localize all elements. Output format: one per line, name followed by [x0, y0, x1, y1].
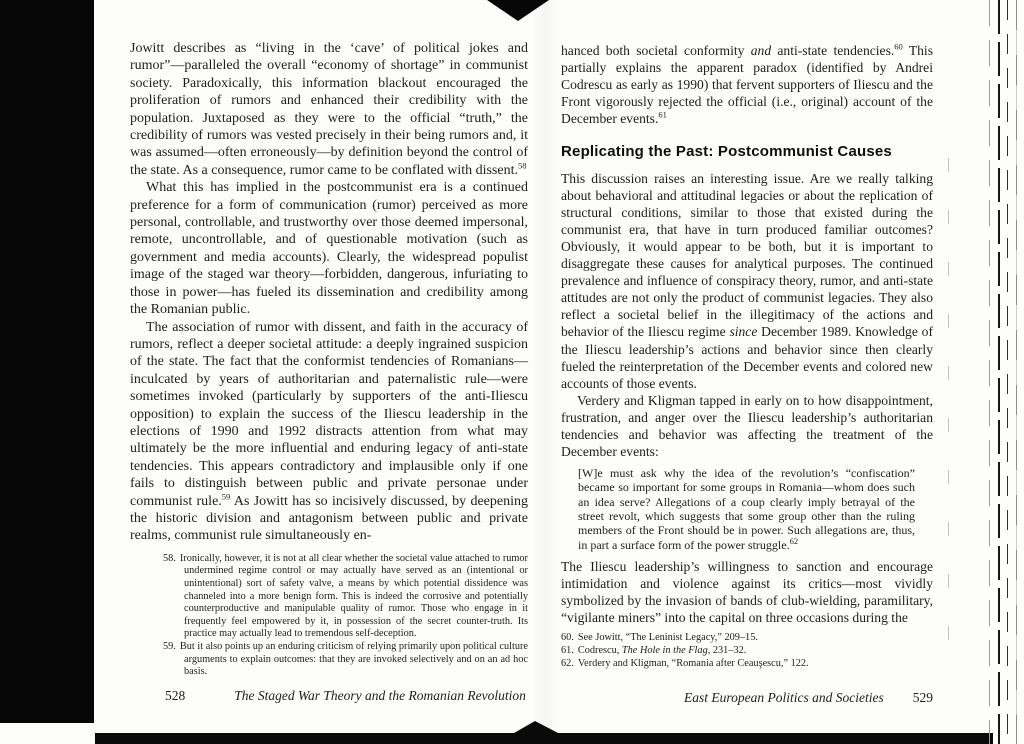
footnote	[561, 645, 933, 658]
footnote-text: But it also points up an enduring criticism of relying primarily upon political culture arguments to explain outcomes: that they are invoked selectively and on an ad hoc basis.	[179, 640, 528, 678]
block-quote: [W]e must ask why the idea of the revolution’s “confiscation” became so important for some groups in Romania—whom does such an idea serve? Allegations of a coup clearly imply betrayal of the street revolt, which suggests that some group other than the ruling members of the Front should be in power. Such allegations are, thus, in part a surface form of the power struggle.$^{62}$	[578, 466, 915, 552]
footnote-text: Codrescu, The Hole in the Flag, 231–32.	[577, 644, 747, 656]
footnote	[163, 553, 528, 641]
left-page	[130, 40, 528, 679]
left-page-footer	[165, 688, 526, 704]
body-paragraph: hanced both societal conformity and anti-state tendencies.$^{60}$ This partially explains the apparent paradox (identified by Andrei Codrescu as early as 1990) that fervent supporters of Iliescu and the Front vigorously rejected the official (i.e., original) account of the December events.$^{61}$	[561, 41, 933, 127]
section-heading: Replicating the Past: Postcommunist Causes	[561, 143, 892, 161]
footnote-number: 60.	[561, 632, 574, 644]
footnote-text: Verdery and Kligman, “Romania after Ceauşescu,” 122.	[577, 657, 809, 669]
footnote-block	[561, 632, 933, 670]
page-stack-edge-line	[1016, 0, 1017, 744]
page-stack-edge-line	[998, 0, 1000, 744]
footnote	[163, 641, 528, 679]
footnote-number: 58.	[163, 552, 176, 564]
footnote	[561, 632, 933, 645]
page-curvature-mark	[948, 120, 949, 640]
body-paragraph: Verdery and Kligman tapped in early on to how disappointment, frustration, and anger over the Iliescu leadership’s authoritarian tendencies and behavior was affecting the treatment of the December events:	[561, 392, 933, 460]
footnote-text: Ironically, however, it is not at all clear whether the societal value attached to rumor undermined regime control or may actually have served as an (intentional or unintentional) sort of safety valve, a means by which potential dissidence was channeled into a more benign form. This is indeed the corrosive and potentially counterproductive and manipulable quality of rumor. Those who engage in it frequently feel empowered by it, in possession of the secret counter-truth. Its practice may actually lead to tremendous self-deception.	[179, 552, 528, 640]
running-title: The Staged War Theory and the Romanian Revolution	[234, 688, 526, 703]
page-stack-edge-line	[1007, 0, 1008, 744]
footnote-text: See Jowitt, “The Leninist Legacy,” 209–15.	[577, 632, 758, 644]
footnote-number: 61.	[561, 644, 574, 656]
page-number: 528	[165, 688, 186, 703]
footnote-number: 62.	[561, 657, 574, 669]
footnote-number: 59.	[163, 640, 176, 652]
body-paragraph: The Iliescu leadership’s willingness to sanction and encourage intimidation and violence against its critics—most vividly symbolized by the invasion of bands of club-wielding, paramilitary, “vigilante miners” into the capital on three occasions during the	[561, 558, 933, 626]
scan-left-black-edge	[0, 0, 94, 723]
footnote	[561, 658, 933, 671]
right-page-footer	[561, 690, 933, 706]
footnote-block	[163, 553, 528, 679]
page-number: 529	[912, 690, 933, 705]
body-paragraph: Jowitt describes as “living in the ‘cave’ of political jokes and rumor”—paralleled the overall “economy of shortage” in communist society. Paradoxically, this information blackout encouraged the proliferation of rumors and enhanced their credibility with the population. Juxtaposed as they were to the official “truth,” the credibility of rumors was vested precisely in their being rumors and, it was assumed—often erroneously—by definition beyond the control of the state. As a consequence, rumor came to be conflated with dissent.$^{58}$	[130, 41, 528, 178]
body-paragraph: This discussion raises an interesting issue. Are we really talking about behavioral and attitudinal legacies or about the replication of structural conditions, similar to those that existed during the communist era, that have in turn produced familiar outcomes? Obviously, it would appear to be both, but it is important to disaggregate these causes for analytical purposes. The continued prevalence and influence of conspiracy theory, rumor, and anti-state attitudes are not only the product of communist legacies. They also reflect a societal belief in the illegitimacy of the actions and behavior of the Iliescu regime since December 1989. Knowledge of the Iliescu leadership’s actions and behavior since then clearly fueled the reinterpretation of the December events and colored new accounts of those events.	[561, 170, 933, 391]
running-title: East European Politics and Societies	[684, 690, 884, 705]
page-gutter-shadow	[532, 0, 558, 744]
page-stack-edge-line	[989, 0, 990, 744]
right-page	[561, 42, 933, 670]
body-paragraph: The association of rumor with dissent, and faith in the accuracy of rumors, reflect a deeper societal attitude: a deeply ingrained suspicion of the state. The fact that the conformist tendencies of Romanians—inculcated by years of authoritarian and paternalistic rule—were sometimes invoked (particularly by supporters of the anti-Iliescu opposition) to explain the success of the Iliescu leadership in the elections of 1990 and 1992 distracts attention from what may ultimately be the more influential and enduring legacy of anti-state tendencies. This appears contradictory and implausible only if one fails to distinguish between public and private personae under communist rule.$^{59}$ As Jowitt has so incisively discussed, by deepening the historic division and antagonism between public and private realms, communist rule simultaneously en-	[130, 319, 528, 544]
body-paragraph: What this has implied in the postcommunist era is a continued preference for a form of communication (rumor) perceived as more personal, controllable, and trustworthy over those deemed impersonal, remote, uncontrollable, and of questionable motivation (such as government and media accounts). Clearly, the widespread populist image of the staged war theory—forbidden, dangerous, infuriating to those in power—has fueled its dissemination and credibility among the Romanian public.	[130, 180, 528, 318]
